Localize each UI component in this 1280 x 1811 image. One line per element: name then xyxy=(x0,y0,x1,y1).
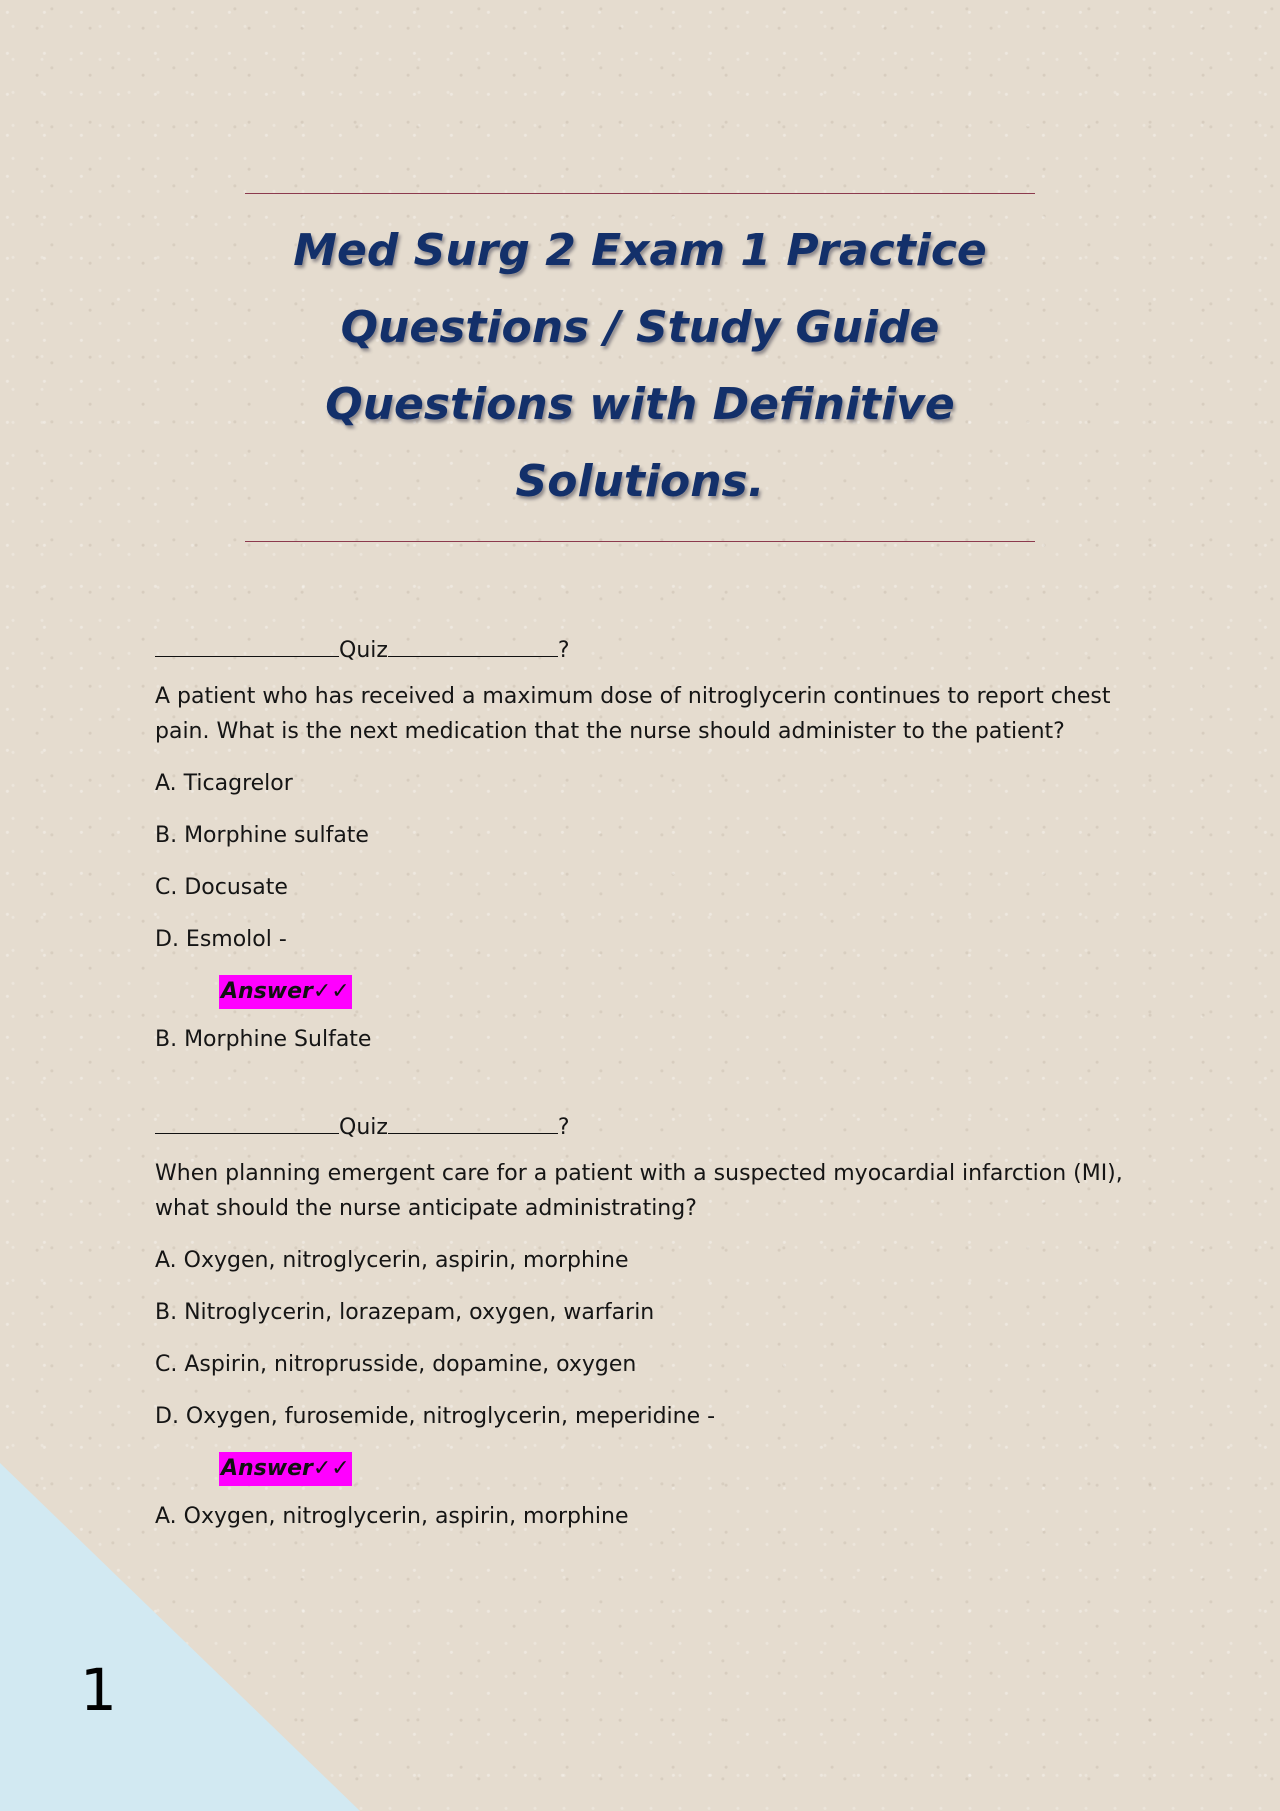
quiz-list xyxy=(155,630,1145,1584)
quiz-suffix: ? xyxy=(557,1115,570,1140)
title-line-1: Med Surg 2 Exam 1 Practice xyxy=(293,225,987,276)
question-text: A patient who has received a maximum dose of nitroglycerin continues to report chest pain. What is the next medication that the nurse should administer to the patient? xyxy=(155,684,1111,744)
blank-line xyxy=(155,630,339,657)
quiz-suffix: ? xyxy=(557,638,570,663)
option-d: D. Esmolol - xyxy=(155,927,287,952)
blank-line xyxy=(155,1107,339,1134)
quiz-item-2 xyxy=(155,1107,1145,1534)
answer-text: B. Morphine Sulfate xyxy=(155,1027,372,1052)
title-top-rule xyxy=(245,193,1035,194)
option-a: A. Oxygen, nitroglycerin, aspirin, morphine xyxy=(155,1248,629,1273)
option-c: C. Aspirin, nitroprusside, dopamine, oxygen xyxy=(155,1352,637,1377)
quiz-label: Quiz xyxy=(339,1115,388,1140)
option-d: D. Oxygen, furosemide, nitroglycerin, meperidine - xyxy=(155,1404,716,1429)
quiz-item-1 xyxy=(155,630,1145,1057)
quiz-heading xyxy=(155,630,1145,671)
option-c: C. Docusate xyxy=(155,875,288,900)
title-bottom-rule xyxy=(245,541,1035,542)
answer-label: Answer✓✓ xyxy=(219,1452,352,1486)
blank-line xyxy=(388,1107,558,1134)
option-b: B. Morphine sulfate xyxy=(155,823,369,848)
answer-text: A. Oxygen, nitroglycerin, aspirin, morphine xyxy=(155,1504,629,1529)
quiz-label: Quiz xyxy=(339,638,388,663)
option-b: B. Nitroglycerin, lorazepam, oxygen, warfarin xyxy=(155,1300,655,1325)
option-a: A. Ticagrelor xyxy=(155,771,293,796)
page-number: 1 xyxy=(80,1656,117,1724)
title-line-4: Solutions. xyxy=(515,456,765,507)
title-line-3: Questions with Definitive xyxy=(325,379,955,430)
answer-tag-row xyxy=(219,1451,1145,1487)
title-line-2: Questions / Study Guide xyxy=(340,302,940,353)
question-text: When planning emergent care for a patient with a suspected myocardial infarction (MI), what should the nurse anticipate administrating? xyxy=(155,1161,1123,1221)
quiz-heading xyxy=(155,1107,1145,1148)
blank-line xyxy=(388,630,558,657)
answer-tag-row xyxy=(219,974,1145,1010)
answer-label: Answer✓✓ xyxy=(219,975,352,1009)
page-title xyxy=(245,212,1035,520)
